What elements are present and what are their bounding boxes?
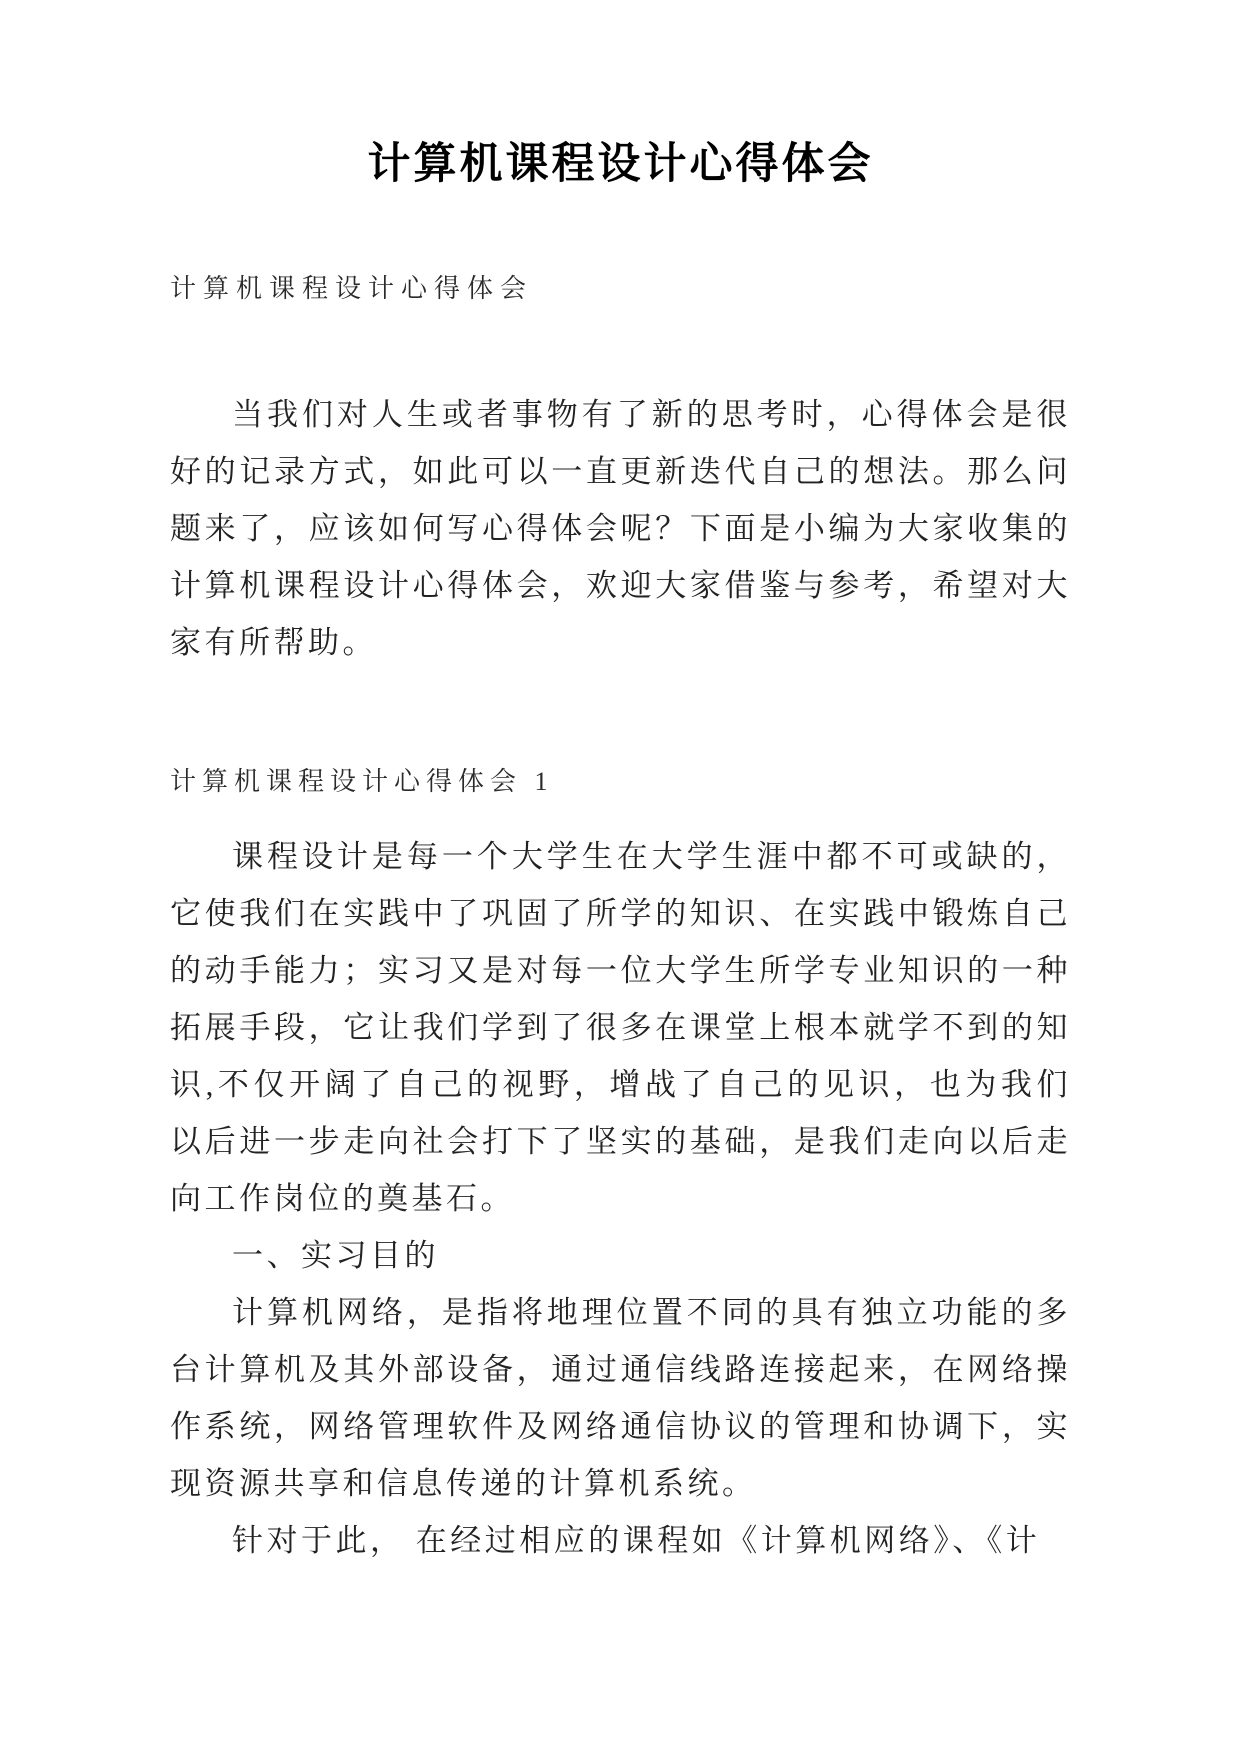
section-1-subheading-internship-purpose: 一、实习目的	[232, 1238, 439, 1274]
section-1-paragraph-1: 课程设计是每一个大学生在大学生涯中都不可或缺的，它使我们在实践中了巩固了所学的知识、在实践中锻炼自己的动手能力；实习又是对每一位大学生所学专业知识的一种拓展手段，它让我们学到了很多在课堂上根本就学不到的知识,不仅开阔了自己的视野，增战了自己的见识，也为我们以后进一步走向社会打下了坚实的基础，是我们走向以后走向工作岗位的奠基石。	[170, 839, 1071, 1217]
section-1-paragraph-partial-bottom: 针对于此， 在经过相应的课程如《计算机网络》、《计	[232, 1523, 1041, 1559]
intro-paragraph: 当我们对人生或者事物有了新的思考时，心得体会是很好的记录方式，如此可以一直更新迭代自己的想法。那么问题来了，应该如何写心得体会呢？下面是小编为大家收集的计算机课程设计心得体会，欢迎大家借鉴与参考，希望对大家有所帮助。	[170, 396, 1071, 660]
section-1-paragraph-network-definition: 计算机网络，是指将地理位置不同的具有独立功能的多台计算机及其外部设备，通过通信线路连接起来，在网络操作系统，网络管理软件及网络通信协议的管理和协调下，实现资源共享和信息传递的计算机系统。	[170, 1295, 1071, 1502]
document-title: 计算机课程设计心得体会	[367, 141, 874, 188]
document-subtitle: 计算机课程设计心得体会	[170, 273, 534, 303]
section-1-heading: 计算机课程设计心得体会 1	[170, 766, 554, 796]
